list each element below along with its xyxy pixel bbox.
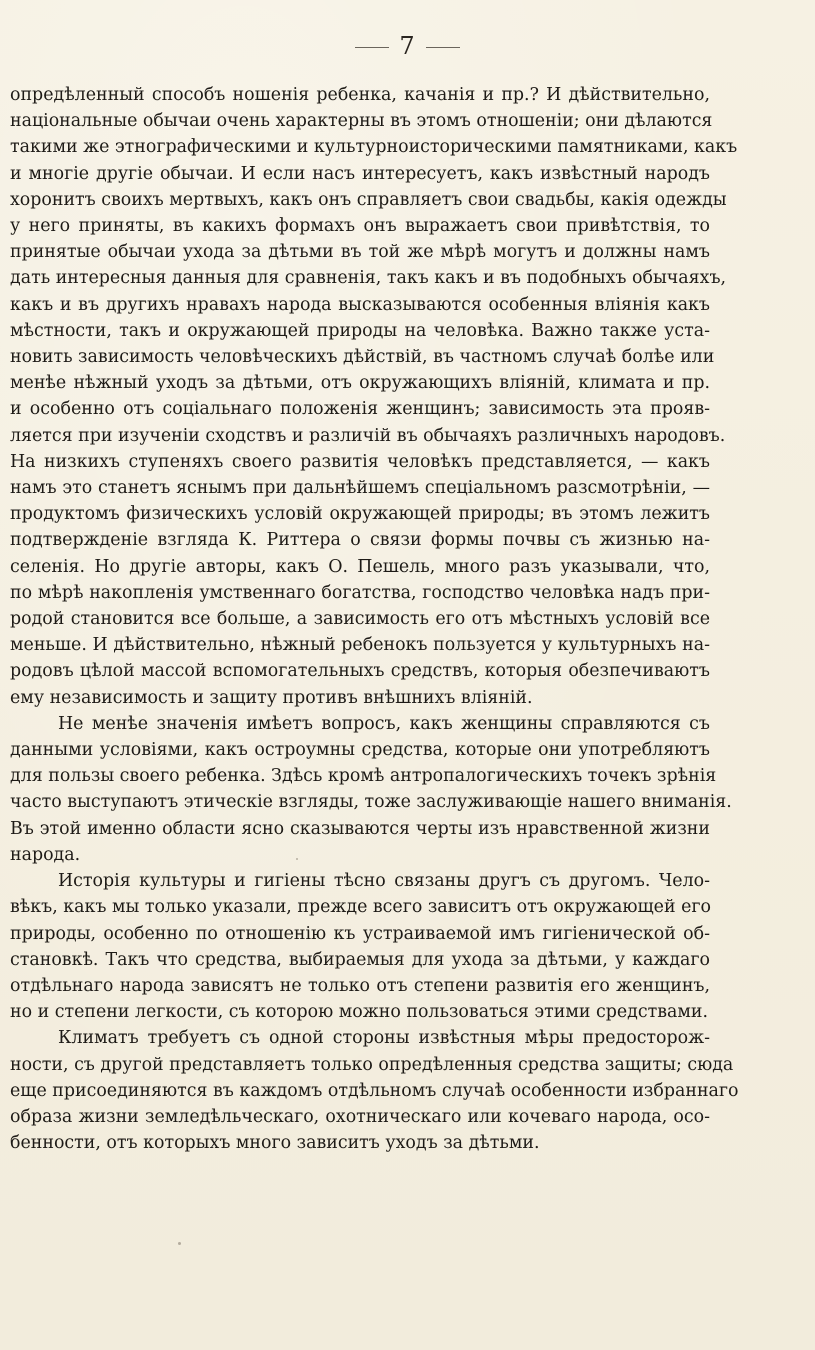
text-line: дать интересныя данныя для сравненія, такъ какъ и въ подобныхъ обычаяхъ, [10,268,727,289]
text-line: хоронитъ своихъ мертвыхъ, какъ онъ справляетъ свои свадьбы, какія одежды [10,189,727,210]
text-line: вѣкъ, какъ мы только указали, прежде всего зависитъ отъ окружающей его [10,897,711,918]
paragraph-3 [10,868,710,1025]
text-line: принятые обычаи ухода за дѣтьми въ той же мѣрѣ могутъ и должны намъ [10,242,710,263]
text-line: бенности, отъ которыхъ много зависитъ уходъ за дѣтьми. [10,1133,540,1154]
paragraph-4 [10,1025,739,1156]
text-line: образа жизни земледѣльческаго, охотническаго или кочеваго народа, осо- [10,1106,710,1127]
text-line: Исторія культуры и гигіены тѣсно связаны другъ съ другомъ. Чело- [58,871,710,892]
text-line: меньше. И дѣйствительно, нѣжный ребенокъ пользуется у культурныхъ на- [10,635,710,656]
page-number-value: 7 [399,32,416,60]
text-line: Климатъ требуетъ съ одной стороны извѣстныя мѣры предосторож- [58,1028,710,1049]
text-line: какъ и въ другихъ нравахъ народа высказываются особенныя вліянія какъ [10,294,710,315]
text-line: продуктомъ физическихъ условій окружающей природы; въ этомъ лежитъ [10,504,710,525]
text-line: Не менѣе значенія имѣетъ вопросъ, какъ женщины справляются съ [58,713,710,734]
text-line: еще присоединяются въ каждомъ отдѣльномъ случаѣ особенности избраннаго [10,1080,739,1101]
paper-speck [296,858,298,860]
text-line: и многіе другіе обычаи. И если насъ интересуетъ, какъ извѣстный народъ [10,163,710,184]
text-line: отдѣльнаго народа зависятъ не только отъ степени развитія его женщинъ, [10,975,710,996]
paragraph-1 [10,82,738,711]
text-line: такими же этнографическими и культурноисторическими памятниками, какъ [10,137,738,158]
text-line: менѣе нѣжный уходъ за дѣтьми, отъ окружающихъ вліяній, климата и пр. [10,373,710,394]
text-line: новить зависимость человѣческихъ дѣйствій, въ частномъ случаѣ болѣе или [10,347,715,368]
body-text [10,82,739,1156]
text-line: по мѣрѣ накопленія умственнаго богатства, господство человѣка надъ при- [10,582,710,603]
paper-speck [178,1242,181,1245]
text-line: становкѣ. Такъ что средства, выбираемыя для ухода за дѣтьми, у каждаго [10,949,710,970]
text-line: но и степени легкости, съ которою можно пользоваться этими средствами. [10,1002,709,1023]
text-line: и особенно отъ соціальнаго положенія женщинъ; зависимость эта прояв- [10,399,710,420]
text-line: мѣстности, такъ и окружающей природы на человѣка. Важно также уста- [10,320,710,341]
text-line: Въ этой именно области ясно сказываются черты изъ нравственной жизни [10,818,710,839]
text-line: родой становится все больше, а зависимость его отъ мѣстныхъ условій все [10,609,710,630]
text-line: народа. [10,844,81,865]
page-number-dash-right [426,47,460,48]
text-line: намъ это станетъ яснымъ при дальнѣйшемъ спеціальномъ разсмотрѣніи, — [10,478,710,499]
text-line: природы, особенно по отношенію къ устраиваемой имъ гигіенической об- [10,923,710,944]
text-line: На низкихъ ступеняхъ своего развитія человѣкъ представляется, — какъ [10,451,710,472]
text-line: родовъ цѣлой массой вспомогательныхъ средствъ, которыя обезпечиваютъ [10,661,710,682]
text-line: часто выступаютъ этическіе взгляды, тоже заслуживающіе нашего вниманія. [10,792,732,813]
text-line: національные обычаи очень характерны въ этомъ отношеніи; они дѣлаются [10,111,713,132]
text-line: ности, съ другой представляетъ только опредѣленныя средства защиты; сюда [10,1054,734,1075]
page-number-dash-left [355,47,389,48]
text-line: ляется при изученіи сходствъ и различій въ обычаяхъ различныхъ народовъ. [10,425,726,446]
text-line: у него приняты, въ какихъ формахъ онъ выражаетъ свои привѣтствія, то [10,216,710,237]
text-line: для пользы своего ребенка. Здѣсь кромѣ антропалогическихъ точекъ зрѣнія [10,766,717,787]
text-line: данными условіями, какъ остроумны средства, которые они употребляютъ [10,740,710,761]
paragraph-2 [10,711,732,868]
page-number [0,32,815,60]
text-line: опредѣленный способъ ношенія ребенка, качанія и пр.? И дѣйствительно, [10,85,710,105]
text-line: ему независимость и защиту противъ внѣшнихъ вліяній. [10,687,533,708]
text-line: селенія. Но другіе авторы, какъ О. Пешель, много разъ указывали, что, [10,556,710,577]
text-line: подтвержденіе взгляда К. Риттера о связи формы почвы съ жизнью на- [10,530,710,551]
